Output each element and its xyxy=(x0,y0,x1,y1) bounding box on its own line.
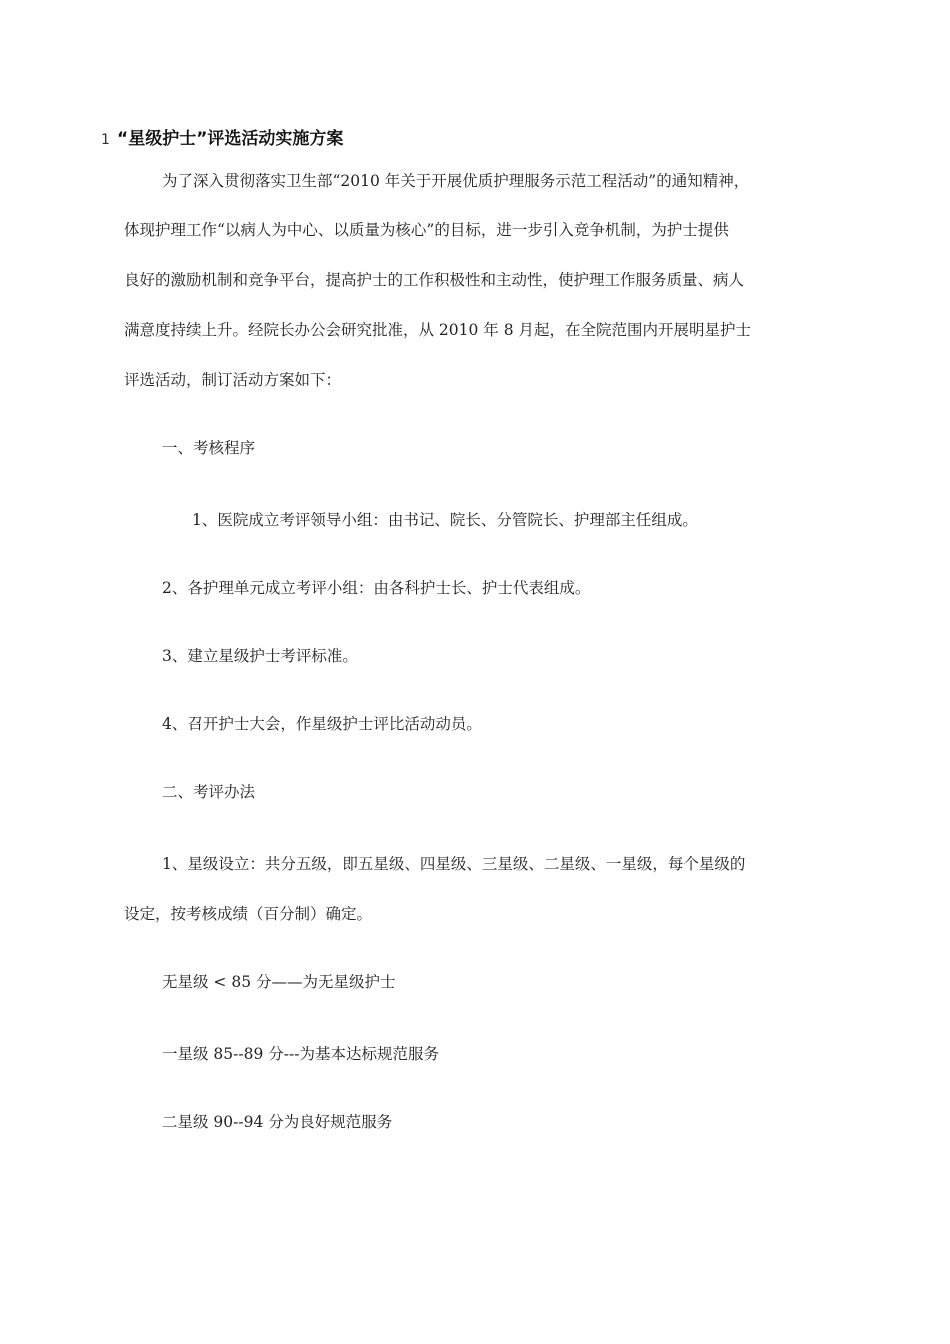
intro-line-2: 体现护理工作“以病人为中心、以质量为核心”的目标，进一步引入竞争机制，为护士提供 xyxy=(124,221,729,239)
section1-item-3: 3、建立星级护士考评标准。 xyxy=(162,647,358,665)
section2-heading: 二、考评办法 xyxy=(162,783,256,801)
grade-two-star: 二星级 90--94 分为良好规范服务 xyxy=(162,1113,393,1131)
title-number: 1 xyxy=(101,132,110,148)
intro-line-3: 良好的激励机制和竞争平台，提高护士的工作积极性和主动性，使护理工作服务质量、病人 xyxy=(124,271,745,289)
section1-item-2: 2、各护理单元成立考评小组：由各科护士长、护士代表组成。 xyxy=(162,579,591,597)
section1-heading: 一、考核程序 xyxy=(162,439,256,457)
section2-item1-line-1: 1、星级设立：共分五级，即五星级、四星级、三星级、二星级、一星级，每个星级的 xyxy=(162,855,746,873)
intro-line-5: 评选活动，制订活动方案如下： xyxy=(124,371,342,389)
grade-one-star: 一星级 85--89 分---为基本达标规范服务 xyxy=(162,1045,439,1063)
section2-item1-line-2: 设定，按考核成绩（百分制）确定。 xyxy=(124,905,373,923)
grade-none: 无星级 < 85 分——为无星级护士 xyxy=(162,973,396,991)
intro-line-4: 满意度持续上升。经院长办公会研究批准，从 2010 年 8 月起，在全院范围内开展明星护士 xyxy=(124,321,752,339)
intro-line-1: 为了深入贯彻落实卫生部“2010 年关于开展优质护理服务示范工程活动”的通知精神， xyxy=(162,172,750,190)
section1-item-4: 4、召开护士大会，作星级护士评比活动动员。 xyxy=(162,715,482,733)
document-title xyxy=(101,124,343,149)
title-text: “星级护士”评选活动实施方案 xyxy=(117,129,344,149)
section1-item-1: 1、医院成立考评领导小组：由书记、院长、分管院长、护理部主任组成。 xyxy=(192,511,698,529)
